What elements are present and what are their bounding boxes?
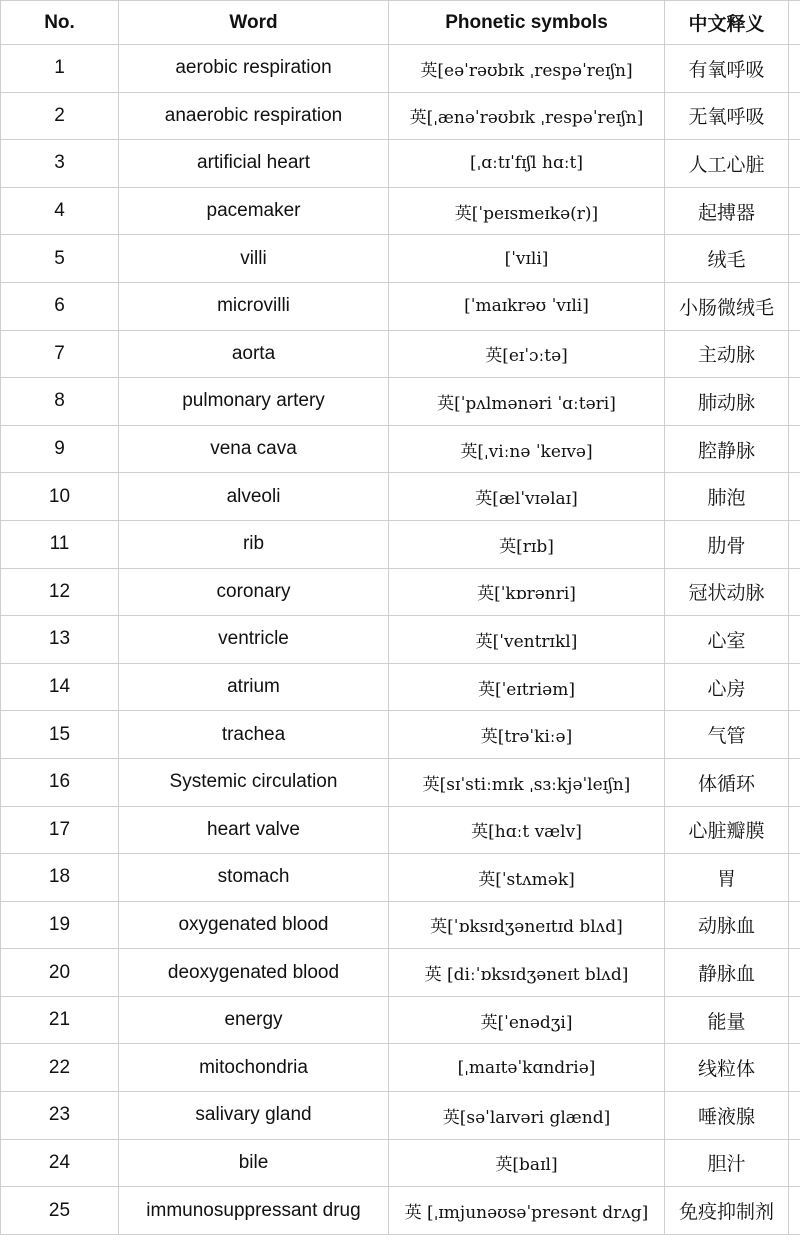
- row-number-cell: 19: [1, 901, 119, 949]
- chinese-meaning-cell: 心脏瓣膜: [665, 806, 789, 854]
- phonetic-cell: 英[ˌænəˈrəʊbɪk ˌrespəˈreɪʃn]: [389, 92, 665, 140]
- word-cell: Systemic circulation: [119, 758, 389, 806]
- table-row: [1, 1187, 800, 1235]
- word-cell: villi: [119, 235, 389, 283]
- phonetic-cell: [ˌmaɪtəˈkɑndriə]: [389, 1044, 665, 1092]
- phonetic-cell: [ˈvɪli]: [389, 235, 665, 283]
- extra-cell: [789, 92, 800, 140]
- extra-cell: [789, 1139, 800, 1187]
- table-row: [1, 378, 800, 426]
- table-row: [1, 806, 800, 854]
- extra-cell: [789, 235, 800, 283]
- extra-cell: [789, 616, 800, 664]
- word-cell: stomach: [119, 854, 389, 902]
- chinese-meaning-cell: 绒毛: [665, 235, 789, 283]
- extra-cell: [789, 806, 800, 854]
- table-row: [1, 282, 800, 330]
- phonetic-cell: 英[ˌviːnə ˈkeɪvə]: [389, 425, 665, 473]
- phonetic-cell: 英[eɪˈɔːtə]: [389, 330, 665, 378]
- phonetic-cell: [ˌɑːtɪˈfɪʃl hɑːt]: [389, 140, 665, 188]
- header-chinese: 中文释义: [665, 1, 789, 45]
- chinese-meaning-cell: 肺泡: [665, 473, 789, 521]
- extra-cell: [789, 520, 800, 568]
- table-row: [1, 187, 800, 235]
- extra-cell: [789, 140, 800, 188]
- table-row: [1, 330, 800, 378]
- phonetic-cell: 英[baɪl]: [389, 1139, 665, 1187]
- table-row: [1, 949, 800, 997]
- word-cell: alveoli: [119, 473, 389, 521]
- row-number-cell: 8: [1, 378, 119, 426]
- word-cell: microvilli: [119, 282, 389, 330]
- extra-cell: [789, 996, 800, 1044]
- row-number-cell: 22: [1, 1044, 119, 1092]
- word-cell: rib: [119, 520, 389, 568]
- table-row: [1, 92, 800, 140]
- table-body: [1, 45, 800, 1235]
- extra-cell: [789, 425, 800, 473]
- row-number-cell: 12: [1, 568, 119, 616]
- phonetic-cell: 英[ˈenədʒi]: [389, 996, 665, 1044]
- row-number-cell: 1: [1, 45, 119, 93]
- table-row: [1, 1139, 800, 1187]
- extra-cell: [789, 758, 800, 806]
- word-cell: heart valve: [119, 806, 389, 854]
- phonetic-cell: 英[hɑːt vælv]: [389, 806, 665, 854]
- phonetic-cell: 英[ˈventrɪkl]: [389, 616, 665, 664]
- table-row: [1, 663, 800, 711]
- extra-cell: [789, 901, 800, 949]
- word-cell: mitochondria: [119, 1044, 389, 1092]
- table-row: [1, 901, 800, 949]
- phonetic-cell: 英[ˈkɒrənri]: [389, 568, 665, 616]
- table-row: [1, 140, 800, 188]
- table-row: [1, 425, 800, 473]
- phonetic-cell: 英[ˈeɪtriəm]: [389, 663, 665, 711]
- chinese-meaning-cell: 肺动脉: [665, 378, 789, 426]
- table-row: [1, 520, 800, 568]
- row-number-cell: 3: [1, 140, 119, 188]
- phonetic-cell: 英[ˈstʌmək]: [389, 854, 665, 902]
- phonetic-cell: 英[ˈɒksɪdʒəneɪtɪd blʌd]: [389, 901, 665, 949]
- row-number-cell: 15: [1, 711, 119, 759]
- chinese-meaning-cell: 人工心脏: [665, 140, 789, 188]
- header-phonetic: Phonetic symbols: [389, 1, 665, 45]
- row-number-cell: 17: [1, 806, 119, 854]
- chinese-meaning-cell: 体循环: [665, 758, 789, 806]
- chinese-meaning-cell: 肋骨: [665, 520, 789, 568]
- table-row: [1, 235, 800, 283]
- row-number-cell: 6: [1, 282, 119, 330]
- word-cell: ventricle: [119, 616, 389, 664]
- header-word: Word: [119, 1, 389, 45]
- chinese-meaning-cell: 起搏器: [665, 187, 789, 235]
- row-number-cell: 16: [1, 758, 119, 806]
- word-cell: atrium: [119, 663, 389, 711]
- word-cell: artificial heart: [119, 140, 389, 188]
- chinese-meaning-cell: 胃: [665, 854, 789, 902]
- table-row: [1, 45, 800, 93]
- table-row: [1, 758, 800, 806]
- row-number-cell: 2: [1, 92, 119, 140]
- row-number-cell: 10: [1, 473, 119, 521]
- row-number-cell: 20: [1, 949, 119, 997]
- phonetic-cell: [ˈmaɪkrəʊ ˈvɪli]: [389, 282, 665, 330]
- phonetic-cell: 英[səˈlaɪvəri glænd]: [389, 1092, 665, 1140]
- extra-cell: [789, 1092, 800, 1140]
- chinese-meaning-cell: 冠状动脉: [665, 568, 789, 616]
- chinese-meaning-cell: 能量: [665, 996, 789, 1044]
- row-number-cell: 13: [1, 616, 119, 664]
- chinese-meaning-cell: 气管: [665, 711, 789, 759]
- table-row: [1, 616, 800, 664]
- word-cell: salivary gland: [119, 1092, 389, 1140]
- extra-cell: [789, 378, 800, 426]
- word-cell: trachea: [119, 711, 389, 759]
- chinese-meaning-cell: 心室: [665, 616, 789, 664]
- word-cell: anaerobic respiration: [119, 92, 389, 140]
- phonetic-cell: 英[ælˈvɪəlaɪ]: [389, 473, 665, 521]
- word-cell: pulmonary artery: [119, 378, 389, 426]
- row-number-cell: 9: [1, 425, 119, 473]
- phonetic-cell: 英[ˈpʌlmənəri ˈɑːtəri]: [389, 378, 665, 426]
- row-number-cell: 23: [1, 1092, 119, 1140]
- extra-cell: [789, 854, 800, 902]
- word-cell: oxygenated blood: [119, 901, 389, 949]
- chinese-meaning-cell: 有氧呼吸: [665, 45, 789, 93]
- chinese-meaning-cell: 动脉血: [665, 901, 789, 949]
- row-number-cell: 5: [1, 235, 119, 283]
- row-number-cell: 18: [1, 854, 119, 902]
- extra-cell: [789, 45, 800, 93]
- extra-cell: [789, 473, 800, 521]
- header-extra-cell: [789, 1, 800, 45]
- word-cell: aorta: [119, 330, 389, 378]
- chinese-meaning-cell: 主动脉: [665, 330, 789, 378]
- phonetic-cell: 英[ˈpeɪsmeɪkə(r)]: [389, 187, 665, 235]
- word-cell: immunosuppressant drug: [119, 1187, 389, 1235]
- phonetic-cell: 英[sɪˈstiːmɪk ˌsɜːkjəˈleɪʃn]: [389, 758, 665, 806]
- word-cell: pacemaker: [119, 187, 389, 235]
- row-number-cell: 21: [1, 996, 119, 1044]
- table-row: [1, 1044, 800, 1092]
- phonetic-cell: 英 [diːˈɒksɪdʒəneɪt blʌd]: [389, 949, 665, 997]
- extra-cell: [789, 711, 800, 759]
- extra-cell: [789, 282, 800, 330]
- word-cell: coronary: [119, 568, 389, 616]
- row-number-cell: 4: [1, 187, 119, 235]
- phonetic-cell: 英[rɪb]: [389, 520, 665, 568]
- extra-cell: [789, 663, 800, 711]
- extra-cell: [789, 330, 800, 378]
- table-row: [1, 473, 800, 521]
- chinese-meaning-cell: 静脉血: [665, 949, 789, 997]
- phonetic-cell: 英[eəˈrəʊbɪk ˌrespəˈreɪʃn]: [389, 45, 665, 93]
- chinese-meaning-cell: 腔静脉: [665, 425, 789, 473]
- chinese-meaning-cell: 心房: [665, 663, 789, 711]
- phonetic-cell: 英 [ˌɪmjunəʊsəˈpresənt drʌg]: [389, 1187, 665, 1235]
- word-cell: energy: [119, 996, 389, 1044]
- extra-cell: [789, 1044, 800, 1092]
- chinese-meaning-cell: 无氧呼吸: [665, 92, 789, 140]
- extra-cell: [789, 949, 800, 997]
- extra-cell: [789, 568, 800, 616]
- word-cell: aerobic respiration: [119, 45, 389, 93]
- chinese-meaning-cell: 免疫抑制剂: [665, 1187, 789, 1235]
- table-row: [1, 996, 800, 1044]
- header-no: No.: [1, 1, 119, 45]
- row-number-cell: 11: [1, 520, 119, 568]
- table-row: [1, 568, 800, 616]
- chinese-meaning-cell: 线粒体: [665, 1044, 789, 1092]
- extra-cell: [789, 1187, 800, 1235]
- word-cell: deoxygenated blood: [119, 949, 389, 997]
- header-row: [1, 1, 800, 45]
- row-number-cell: 14: [1, 663, 119, 711]
- table-row: [1, 1092, 800, 1140]
- chinese-meaning-cell: 胆汁: [665, 1139, 789, 1187]
- extra-cell: [789, 187, 800, 235]
- row-number-cell: 25: [1, 1187, 119, 1235]
- table-row: [1, 854, 800, 902]
- row-number-cell: 24: [1, 1139, 119, 1187]
- row-number-cell: 7: [1, 330, 119, 378]
- word-cell: bile: [119, 1139, 389, 1187]
- phonetic-cell: 英[trəˈkiːə]: [389, 711, 665, 759]
- table-row: [1, 711, 800, 759]
- word-cell: vena cava: [119, 425, 389, 473]
- chinese-meaning-cell: 唾液腺: [665, 1092, 789, 1140]
- chinese-meaning-cell: 小肠微绒毛: [665, 282, 789, 330]
